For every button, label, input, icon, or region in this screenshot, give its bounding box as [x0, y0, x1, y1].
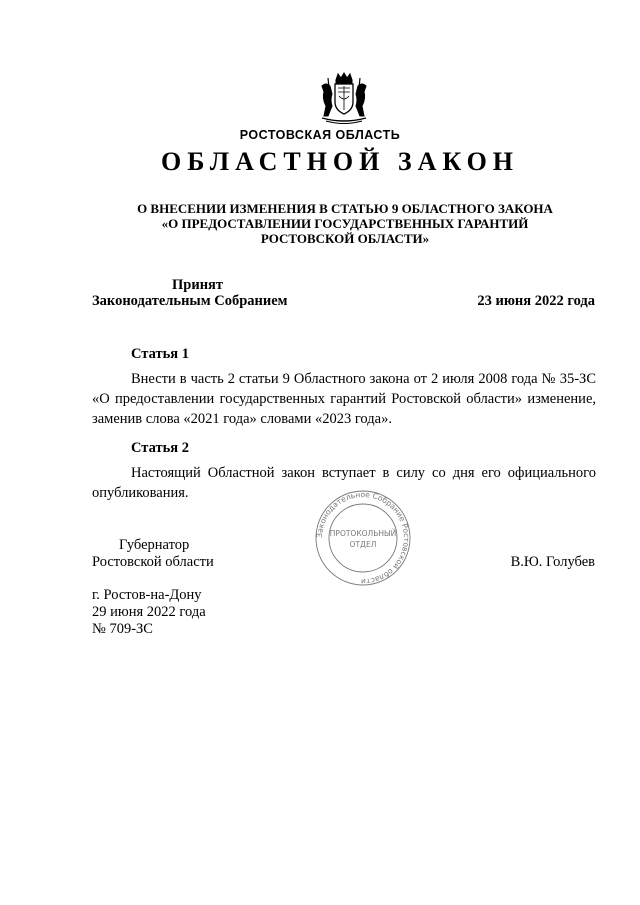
article-heading: Статья 1: [131, 346, 189, 362]
law-number: № 709-ЗС: [92, 621, 153, 637]
signing-city: г. Ростов-на-Дону: [92, 587, 202, 603]
signatory-name: В.Ю. Голубев: [510, 554, 595, 570]
region-name: РОСТОВСКАЯ ОБЛАСТЬ: [239, 128, 401, 142]
article-text: Настоящий Областной закон вступает в силу со дня его официального опубликования.: [92, 465, 596, 501]
article-heading: Статья 2: [131, 440, 189, 456]
adoption-date: 23 июня 2022 года: [477, 293, 595, 309]
article-text: Внести в часть 2 статьи 9 Областного закона от 2 июля 2008 года № 35-ЗС «О предоставлении государственных гарантий Ростовской области» изменение, заменив слова «2021 года» словами «2023 года».: [92, 371, 596, 427]
seal-center-text: ОТДЕЛ: [349, 540, 377, 549]
adopted-by: Законодательным Собранием: [92, 293, 288, 309]
law-title-line: О ВНЕСЕНИИ ИЗМЕНЕНИЯ В СТАТЬЮ 9 ОБЛАСТНОГО ЗАКОНА: [137, 201, 553, 216]
official-seal: [300, 490, 426, 586]
law-title-line: РОСТОВСКОЙ ОБЛАСТИ»: [260, 231, 430, 246]
signing-date: 29 июня 2022 года: [92, 604, 206, 620]
document-type: ОБЛАСТНОЙ ЗАКОН: [160, 147, 520, 176]
signatory-position: Губернатор: [119, 537, 190, 553]
coat-of-arms-icon: [318, 72, 370, 126]
seal-ring-text: Законодательное Собрание Ростовской области: [314, 490, 412, 586]
law-title-line: «О ПРЕДОСТАВЛЕНИИ ГОСУДАРСТВЕННЫХ ГАРАНТИЙ: [161, 216, 529, 231]
signatory-region: Ростовской области: [92, 554, 214, 570]
seal-center-text: ПРОТОКОЛЬНЫЙ: [329, 529, 397, 538]
law-title: [0, 201, 640, 246]
adopted-label: Принят: [172, 277, 224, 293]
